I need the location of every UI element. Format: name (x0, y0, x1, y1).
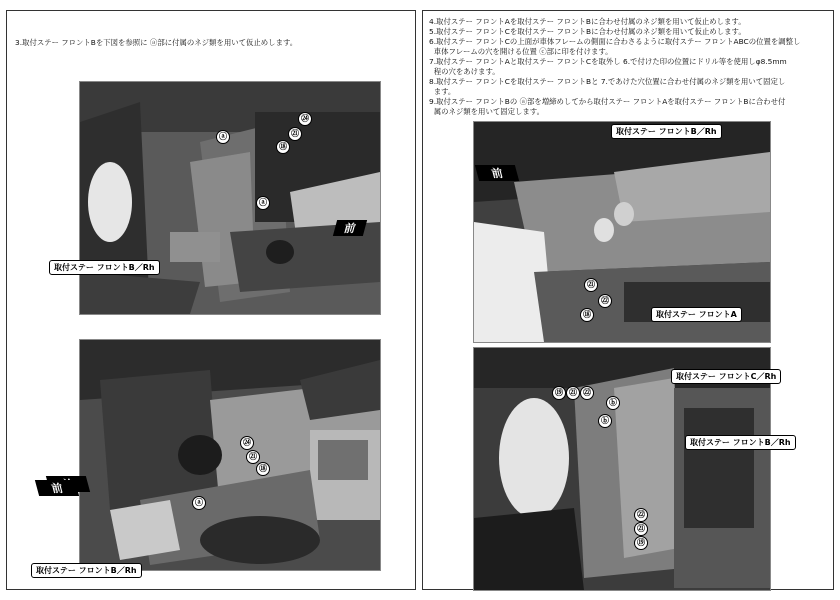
callout-front-c-rh: 取付ステー フロントC／Rh (671, 369, 781, 384)
step-5-text: 5.取付ステー フロントCを取付ステー フロントBに合わせ付属のネジ類を用いて仮止めします。 (429, 27, 746, 36)
part-24-icon: ㉔ (240, 436, 254, 450)
part-18-icon: ⑱ (580, 308, 594, 322)
photo-2-image (80, 340, 380, 570)
callout-front-b-rh-4: 取付ステー フロントB／Rh (685, 435, 796, 450)
step-9-text: 9.取付ステー フロントBの ⓐ部を増締めしてから取付ステー フロントAを取付ステー フロントBに合わせ付 属のネジ類を用いて固定します。 (429, 97, 786, 116)
part-22-icon: ㉒ (580, 386, 594, 400)
part-21-icon: ㉑ (566, 386, 580, 400)
part-18-icon: ⑱ (276, 140, 290, 154)
step-3-text: 3.取付ステー フロントBを下図を参照に ⓐ部に付属のネジ類を用いて仮止めします。 (15, 38, 298, 47)
photo-1-image (80, 82, 380, 314)
photo-2 (79, 339, 381, 571)
callout-front-b-rh-1: 取付ステー フロントB／Rh (49, 260, 160, 275)
step-4-text: 4.取付ステー フロントAを取付ステー フロントBに合わせ付属のネジ類を用いて仮止めします。 (429, 17, 746, 26)
marker-a-1: ⓐ (216, 130, 230, 144)
part-19-icon: ⑲ (552, 386, 566, 400)
right-page (422, 10, 834, 590)
part-21-icon: ㉑ (288, 127, 302, 141)
callout-front-b-rh-2: 取付ステー フロントB／Rh (31, 563, 142, 578)
marker-a-3: ⓐ (192, 496, 206, 510)
part-19-icon: ⑲ (634, 536, 648, 550)
marker-b-2: ⓑ (598, 414, 612, 428)
step-8-text: 8.取付ステー フロントCを取付ステー フロントBと 7.であけた穴位置に合わせ付属のネジ類を用いて固定し ます。 (429, 77, 786, 96)
callout-front-b-rh-3: 取付ステー フロントB／Rh (611, 124, 722, 139)
front-direction-arrow-3: 前 (475, 165, 519, 181)
part-18-icon: ⑱ (256, 462, 270, 476)
marker-a-2: ⓐ (256, 196, 270, 210)
part-24-icon: ㉔ (298, 112, 312, 126)
front-direction-arrow-1: 前 (333, 220, 367, 236)
part-22-icon: ㉒ (634, 508, 648, 522)
photo-1 (79, 81, 381, 315)
step-7-text: 7.取付ステー フロントAと取付ステー フロントCを取外し 6.で付けた印の位置にドリル等を使用しφ8.5mm 程の穴をあけます。 (429, 57, 787, 76)
front-direction-arrow-2b: 前 (35, 480, 79, 496)
marker-b-1: ⓑ (606, 396, 620, 410)
step-6-text: 6.取付ステー フロントCの上面が車体フレームの側面に合わさるように取付ステー フロントABCの位置を調整し 車体フレームの穴を開ける位置 ⓒ部に印を付けます。 (429, 37, 801, 56)
part-21-icon: ㉑ (584, 278, 598, 292)
photo-4-image (474, 348, 770, 590)
callout-front-a: 取付ステー フロントA (651, 307, 742, 322)
part-21-icon: ㉑ (634, 522, 648, 536)
part-22-icon: ㉒ (598, 294, 612, 308)
part-21-icon: ㉑ (246, 450, 260, 464)
left-page (6, 10, 416, 590)
